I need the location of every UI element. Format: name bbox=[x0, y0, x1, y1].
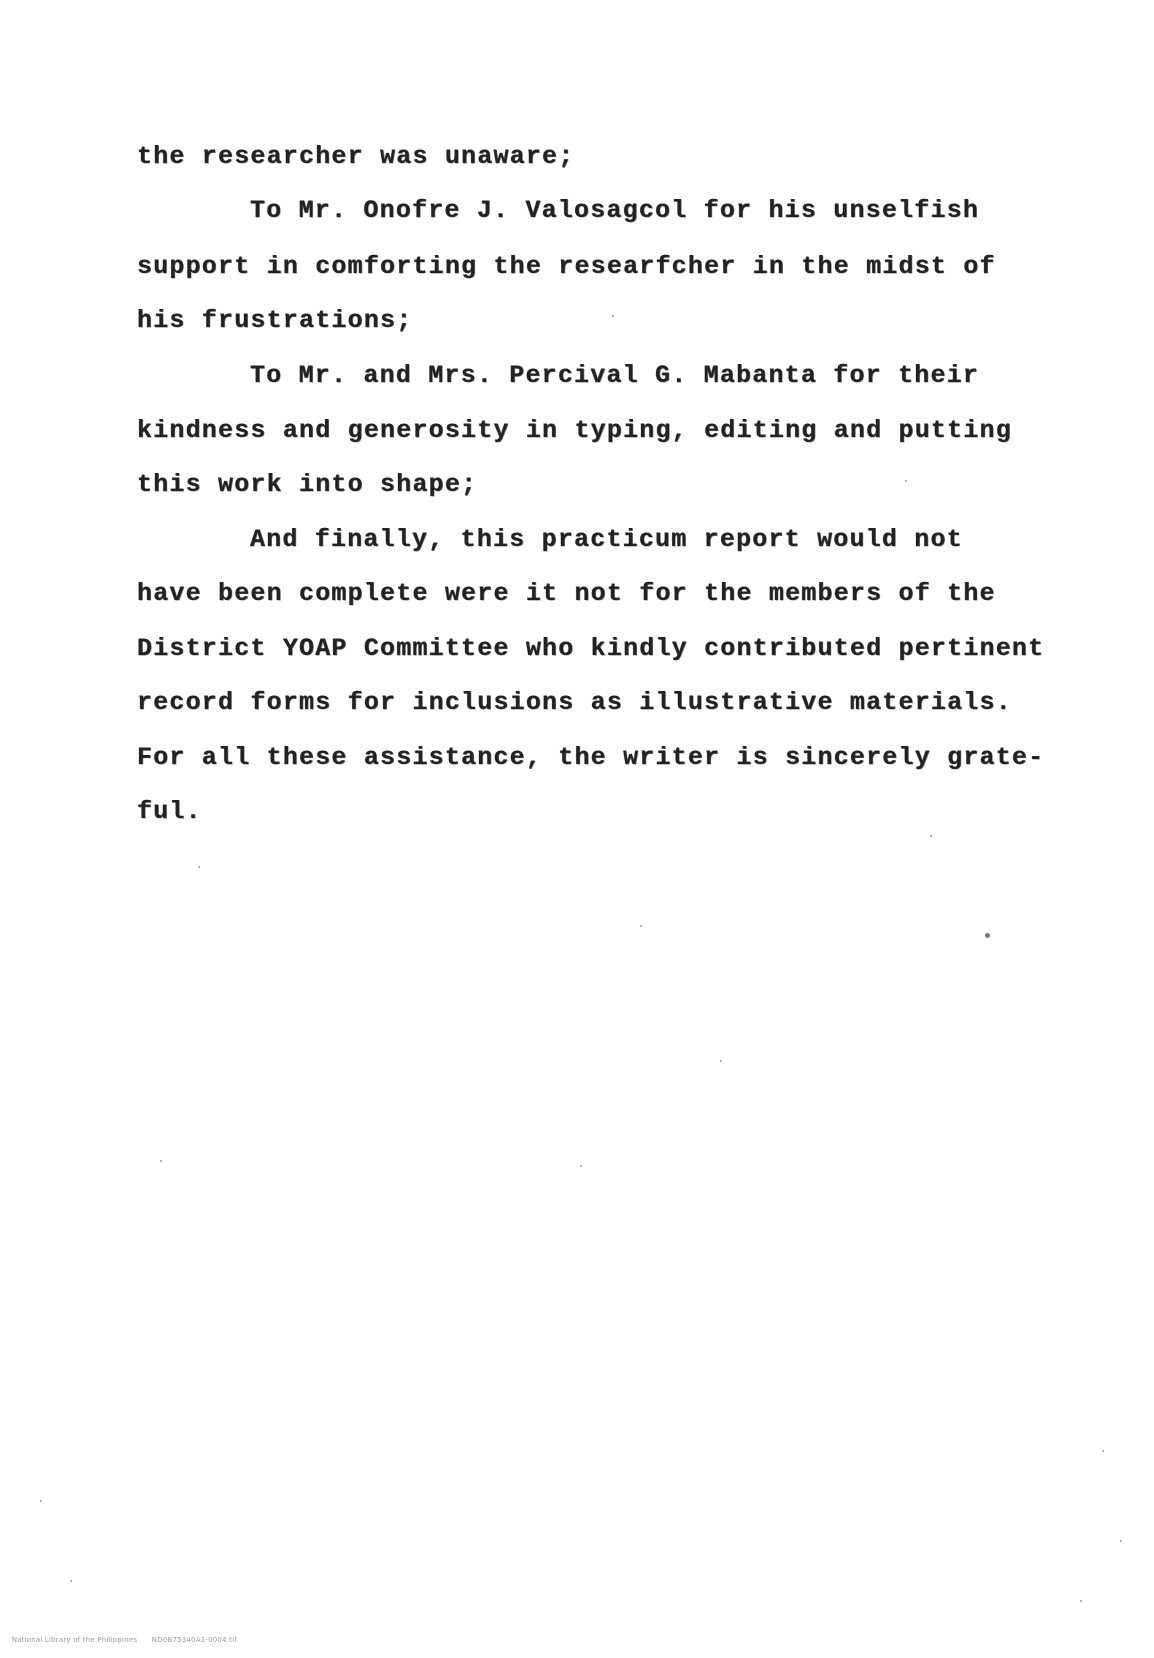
scan-speck bbox=[1120, 1540, 1122, 1542]
scan-speck bbox=[640, 925, 642, 927]
scan-speck bbox=[930, 835, 932, 837]
text-line: To Mr. and Mrs. Percival G. Mabanta for their bbox=[250, 361, 980, 390]
text-line: his frustrations; bbox=[137, 306, 413, 335]
footer-source: National Library of the Philippines bbox=[11, 1636, 138, 1644]
scan-speck bbox=[1102, 1450, 1104, 1452]
footer-file-id: ND0B75340A1-0004.tif bbox=[151, 1636, 237, 1644]
scan-speck bbox=[905, 480, 907, 482]
text-line: record forms for inclusions as illustrative materials. bbox=[137, 688, 1012, 717]
scan-speck bbox=[40, 1500, 42, 1502]
scan-speck bbox=[1080, 1600, 1082, 1602]
scan-footer bbox=[2, 1628, 237, 1652]
text-line: To Mr. Onofre J. Valosagcol for his unselfish bbox=[250, 196, 980, 225]
text-line: support in comforting the researfcher in the midst of bbox=[137, 252, 996, 281]
scan-speck bbox=[160, 1160, 162, 1162]
text-line: ful. bbox=[137, 797, 202, 826]
text-line: the researcher was unaware; bbox=[137, 142, 575, 171]
text-line: For all these assistance, the writer is sincerely grate- bbox=[137, 743, 1045, 772]
text-line: District YOAP Committee who kindly contributed pertinent bbox=[137, 634, 1045, 663]
text-line: kindness and generosity in typing, editing and putting bbox=[137, 416, 1012, 445]
scan-speck bbox=[720, 1060, 722, 1062]
text-line: this work into shape; bbox=[137, 470, 478, 499]
text-line: And finally, this practicum report would not bbox=[250, 525, 963, 554]
scan-speck bbox=[612, 315, 614, 317]
scan-speck bbox=[985, 933, 990, 938]
scan-speck bbox=[70, 1580, 72, 1582]
scan-speck bbox=[198, 866, 200, 868]
scan-speck bbox=[580, 1165, 582, 1167]
text-line: have been complete were it not for the members of the bbox=[137, 579, 996, 608]
